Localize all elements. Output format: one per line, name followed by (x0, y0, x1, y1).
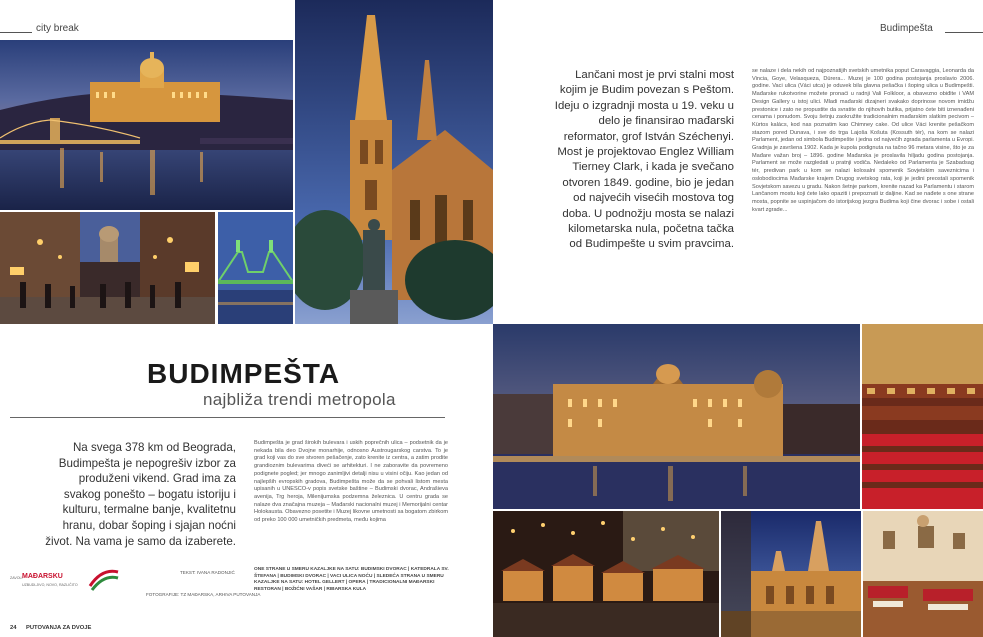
tourism-logo (10, 566, 120, 598)
photo-fishermens-bastion (721, 511, 861, 637)
photo-christmas-market (493, 511, 719, 637)
ribbon-logo-icon (88, 566, 120, 592)
photo-liberty-bridge (218, 212, 293, 324)
article-title: BUDIMPEŠTA (147, 358, 341, 389)
intro-paragraph: Na svega 378 km od Beograda, Budimpešta je nepogrešiv izbor za produženi vikend. Grad ima za svakog ponešto – bogatu istoriju i kulturu, termalne banje, kvalitetnu hranu, dobar šoping i sjajan noćni život. Na vama je samo da izaberete. (45, 441, 236, 548)
logo-name: MAĐARSKU (22, 573, 63, 580)
photo-vaci-street-night (0, 212, 215, 324)
section-label-right: Budimpešta (880, 23, 933, 34)
photo-captions: ONE STRANE U SMERU KAZALJKE NA SATU: BUDIMSKI DVORAC | KATEDRALA SV. ŠTEFANA | BUDIMSKI DVORAC | VACI ULICA NOĆU | SLEDEĆA STRANA U SMERU KAZALJKE NA SATU: HOTEL GELLERT | OPERA | TRADICIONALNI MAĐARSKI RESTORAN | BOŽIĆNI VAŠAR | RIBARSKA KULA (254, 567, 449, 592)
logo-prefix: ZAVOLI (10, 576, 23, 580)
photo-matthias-church (295, 0, 493, 324)
header-rule-right (945, 32, 983, 33)
photo-traditional-restaurant (863, 511, 983, 637)
header-rule-left (0, 32, 32, 33)
logo-tagline: UZBUDLJIVO, NOVO, RAZLIČITO (22, 583, 78, 587)
body-column-right: se nalaze i dela nekih od najpoznatijih svetskih umetnika poput Caravaggia, Leonarda da Vincia, Goye, Velasqueza, Dürera... Muzej je 100 godina postojanja proslavio 2006. godine. Vaci ulica (Váci utca) je oduvek bila glavna pešačka i šoping ulica u Budimpešti. Mađarske rukotvorine možete pronaći u radnji Vali Folkloor, a obavezno obiđite i VAM Design Gallery u istoj ulici. Mladi mađarski dizajneri svakako doprinose novom imidžu prestonice i zato ne propustite da svratite do njihovih butika, prijatno ćete biti iznenađeni cenama i ponudom. Svoju šetnju zaokružite tradicionalnim mađarskim slatkim pecivom – Kürtos kalács, kod nas poznatim kao Chimney cake. Od ulice Váci krenite pešačkom stazom pored Dunava, i sve do trga Lajoša Košuta (Kossuth tér), na kom se nalazi Parlament, jedan od simbola Budimpešte i jedna od najvećih zgrada parlamenta u Evropi. Gradnja je završena 1902. Kada je kupola podignuta na tačno 96 metara visine, što je za Mađare važan broj – 1896. godine Mađarska je proslavila hiljadu godina postojanja. Parlament se može razgledati u pratnji vodiča. Nedaleko od Parlamenta je Szabadsag tér, predivan park u kom se nalazi kolosalni spomenik Sovjetskim saveznicima i oslobodiocima Mađarske krajem Drugog svetskog rata, koji je jedini preostali spomenik Sovjetskom savezu u gradu. Nakon šetnje parkom, krenite nazad ka Parlamentu i starom Lančanom mostu koji ćete lako opaziti i prepoznati iz daljine. Kad se nađete s one strane mosta, popnite se uspinjačom do istorijskog jezgra Budima koji čine dvorac i sobe i ostali kvart zgrade... (752, 68, 974, 213)
title-divider (10, 417, 445, 418)
photo-opera-interior (862, 324, 983, 509)
chain-bridge-paragraph: Lančani most je prvi stalni most kojim je Budim povezan s Peštom. Ideju o izgradnji mosta u 19. veku u delo je finansirao mađarski reformator, grof István Széchenyi. Most je projektovao Englez William Tierney Clark, i kada je svečano otvoren 1849. godine, bio je jedan od najvećih visećih mostova tog doba. U podnožju mosta se nalazi kilometarska nula, početna tačka od Budimpešte u svim pravcima. (554, 69, 734, 251)
magazine-name: PUTOVANJA ZA DVOJE (26, 625, 92, 631)
photo-credit: FOTOGRAFIJE: TZ MAĐARSKA, ARHIVA PUTOVANJA (146, 592, 261, 597)
photo-budapest-castle-night (0, 40, 293, 210)
section-label-left: city break (36, 23, 79, 34)
text-credit: TEKST: IVANA RADONJIĆ (180, 570, 235, 575)
photo-gellert-hotel (493, 324, 860, 509)
article-subtitle: najbliža trendi metropola (203, 390, 396, 409)
body-column-left: Budimpešta je grad širokih bulevara i uskih poprečnih ulica – podsetnik da je nekada bila deo Dvojne monarhije, odnosno Austrougarskog carstva. To je grad koji vas do sve stvoren pešačenje, zato krenite iz centra, a zatim prodite grandioznim bulevarima diveći se arhitekturi. I ne zaboravite da povremeno podignete pogled; jer mnogo zanimljivi detalji nisu u visini očiju. Kao jedan od najlepših evropskih gradova, Budimpešta može da se pohvali listom mesta upisanih u UNESCO-v popis svetske baštine – Budimski dvorac, Andrašieva avenija, Trg heroja, Milenijumska podzemna železnica. U centru grada se nalaze dva značajna muzeja – Mađarski nacionalni muzej i Memorijalni centar Holokausta. Obavezno posetite i Muzej likovne umetnosti sa bogatom zbirkom od preko 100 000 umetničkih predmeta, među kojima (254, 440, 448, 524)
page-number: 24 (10, 625, 17, 631)
